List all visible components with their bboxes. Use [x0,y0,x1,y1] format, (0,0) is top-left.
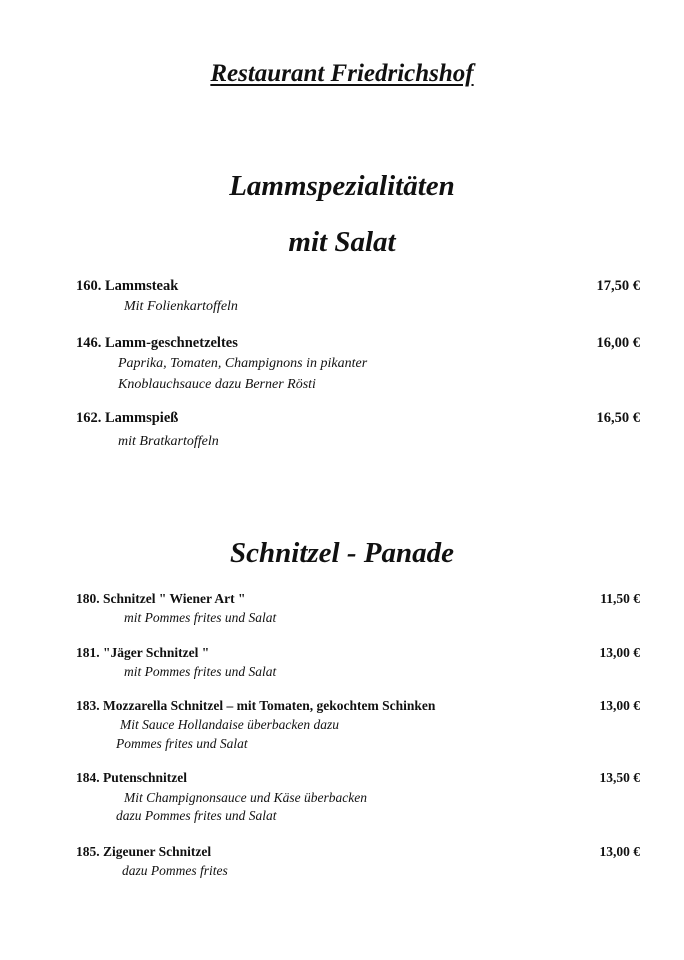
item-name: 184. Putenschnitzel [76,770,187,785]
section-subtitle-lamb: mit Salat [288,226,396,258]
section-title-lamb: Lammspezialitäten [229,170,455,202]
item-name: 160. Lammsteak [76,278,179,294]
item-price: 13,00 € [599,698,640,713]
item-price: 13,50 € [599,770,640,785]
item-name: 146. Lamm-geschnetzeltes [76,335,238,351]
item-description: Knoblauchsauce dazu Berner Rösti [118,377,316,392]
item-name: 162. Lammspieß [76,410,179,426]
item-name: 180. Schnitzel " Wiener Art " [76,591,246,606]
restaurant-title: Restaurant Friedrichshof [210,60,474,87]
item-price: 13,00 € [599,844,640,859]
item-price: 16,00 € [596,335,640,351]
item-price: 11,50 € [600,591,640,606]
item-price: 17,50 € [596,278,640,294]
item-description: dazu Pommes frites [122,863,228,878]
item-description: mit Pommes frites und Salat [124,664,277,679]
item-name: 185. Zigeuner Schnitzel [76,844,212,859]
item-price: 16,50 € [596,410,640,426]
item-description: Mit Champignonsauce und Käse überbacken [124,790,367,805]
item-price: 13,00 € [599,645,640,660]
item-name: 181. "Jäger Schnitzel " [76,645,210,660]
item-description: Paprika, Tomaten, Champignons in pikanter [118,356,368,371]
item-description: Mit Folienkartoffeln [124,299,238,314]
item-description: mit Pommes frites und Salat [124,610,277,625]
item-name: 183. Mozzarella Schnitzel – mit Tomaten, gekochtem Schinken [76,698,436,713]
item-description: Pommes frites und Salat [116,736,248,751]
section-title-schnitzel: Schnitzel - Panade [230,537,454,569]
item-description: Mit Sauce Hollandaise überbacken dazu [120,717,339,732]
item-description: mit Bratkartoffeln [118,434,219,449]
item-description: dazu Pommes frites und Salat [116,808,277,823]
